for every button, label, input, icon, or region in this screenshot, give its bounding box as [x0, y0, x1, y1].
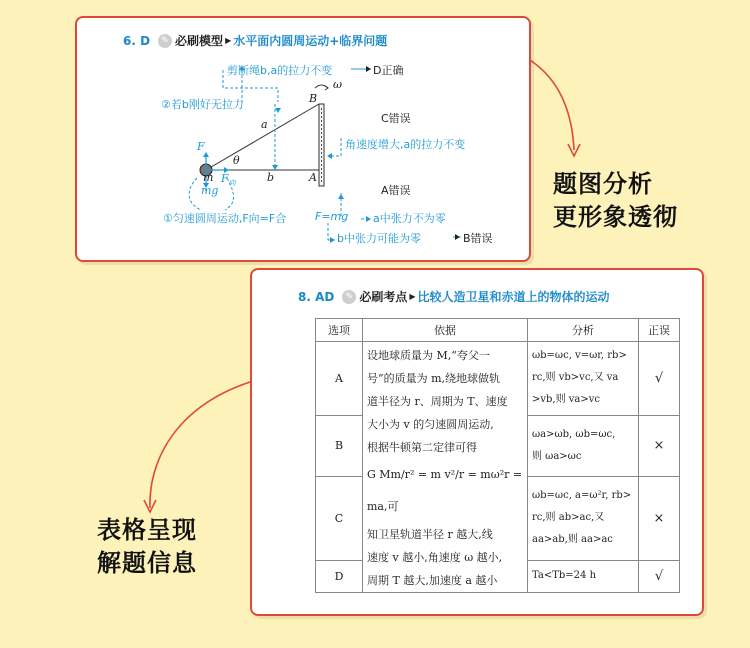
analysis-line: rc,则 vb>vc,又 va	[532, 372, 619, 384]
analysis-cell	[528, 560, 639, 592]
pen-icon: ✎	[158, 34, 172, 48]
badge-label: 必刷考点	[359, 290, 408, 304]
analysis-line: rc,则 ab>ac,又	[532, 512, 605, 524]
analysis-cell	[528, 476, 639, 560]
badge-label: 必刷模型	[175, 34, 224, 48]
basis-line: 号”的质量为 m,绕地球做轨	[367, 372, 501, 385]
analysis-cell	[528, 342, 639, 416]
basis-cell	[363, 342, 528, 593]
basis-line: 道半径为 r、周期为 T、速度	[367, 395, 508, 408]
analysis-line: ωb=ωc, v=ωr, rb>	[532, 350, 627, 362]
verdict-A: A错误	[381, 184, 411, 197]
verdict-C: C错误	[381, 112, 411, 125]
label-F-up: F	[197, 140, 205, 153]
callout-table-info	[97, 514, 197, 580]
basis-line: 大小为 v 的匀速圆周运动,	[367, 418, 494, 431]
basis-line: G Mm/r² = m v²/r = mω²r = ma,可	[367, 468, 523, 513]
label-theta: θ	[233, 154, 240, 167]
note-b-no-tension: ②若b刚好无拉力	[161, 98, 244, 111]
verdict-cell: √	[639, 342, 680, 416]
note-cut-b: 剪断绳b,a的拉力不变	[227, 64, 333, 77]
row-option: B	[316, 415, 363, 476]
callout2-line2: 解题信息	[97, 549, 197, 577]
basis-line: 知卫星轨道半径 r 越大,线	[367, 528, 493, 541]
card1-title: 水平面内圆周运动+临界问题	[233, 34, 388, 48]
card2-header	[298, 288, 610, 305]
analysis-line: 则 ωa>ωc	[532, 450, 582, 462]
label-F-right-text: F	[221, 172, 229, 185]
col-analysis: 分析	[528, 319, 639, 342]
note-a-tension: a中张力不为零	[373, 212, 446, 225]
callout1-line2: 更形象透彻	[553, 203, 678, 231]
note-omega-increase: 角速度增大,a的拉力不变	[345, 138, 466, 151]
note-uniform-motion: ①匀速圆周运动,F向=F合	[163, 212, 287, 225]
verdict-cell: ×	[639, 476, 680, 560]
row-option: A	[316, 342, 363, 416]
label-F-right: $F_向$	[221, 172, 236, 188]
analysis-line: ωa>ωb, ωb=ωc,	[532, 428, 616, 440]
string-a	[206, 104, 319, 170]
callout-diagram-analysis	[553, 168, 678, 234]
label-B: B	[309, 92, 318, 105]
callout2-line1: 表格呈现	[97, 516, 197, 544]
label-b: b	[267, 171, 275, 184]
callout1-line1: 题图分析	[553, 170, 653, 198]
basis-line: 根据牛顿第二定律可得	[367, 441, 477, 454]
note-F-mg: F=mg	[315, 210, 349, 223]
col-basis: 依据	[363, 319, 528, 342]
table-header-row	[316, 319, 680, 342]
analysis-line: >vb,则 va>vc	[532, 394, 601, 406]
analysis-line: Ta<Tb=24 h	[532, 570, 597, 582]
analysis-line: ωb=ωc, a=ω²r, rb>	[532, 490, 632, 502]
table-card	[250, 268, 704, 616]
analysis-line: aa>ab,则 aa>ac	[532, 534, 613, 546]
card2-title: 比较人造卫星和赤道上的物体的运动	[417, 290, 610, 304]
analysis-table	[315, 318, 680, 593]
row-option: D	[316, 560, 363, 592]
diagram-card	[75, 16, 531, 262]
label-m: m	[203, 171, 214, 184]
verdict-cell: ×	[639, 415, 680, 476]
pen-icon: ✎	[342, 290, 356, 304]
basis-line: 设地球质量为 M,“夸父一	[367, 349, 490, 362]
topic-badge	[342, 288, 407, 305]
label-mg: mg	[201, 184, 219, 197]
analysis-cell	[528, 415, 639, 476]
col-verdict: 正误	[639, 319, 680, 342]
row-option: C	[316, 476, 363, 560]
question-number: 6. D	[123, 33, 151, 48]
verdict-cell: √	[639, 560, 680, 592]
verdict-D: D正确	[373, 64, 404, 77]
col-option: 选项	[316, 319, 363, 342]
note-b-tension: b中张力可能为零	[337, 232, 421, 245]
label-omega: ω	[333, 78, 342, 91]
triangle-icon: ▶	[225, 36, 232, 45]
label-A: A	[309, 171, 317, 184]
label-a: a	[261, 118, 268, 131]
verdict-B: B错误	[463, 232, 493, 245]
basis-line: 速度 v 越小,角速度 ω 越小,	[367, 551, 503, 564]
table-row	[316, 342, 680, 416]
question-number: 8. AD	[298, 289, 335, 304]
triangle-icon: ▶	[409, 292, 416, 301]
basis-line: 周期 T 越大,加速度 a 越小	[367, 574, 498, 587]
